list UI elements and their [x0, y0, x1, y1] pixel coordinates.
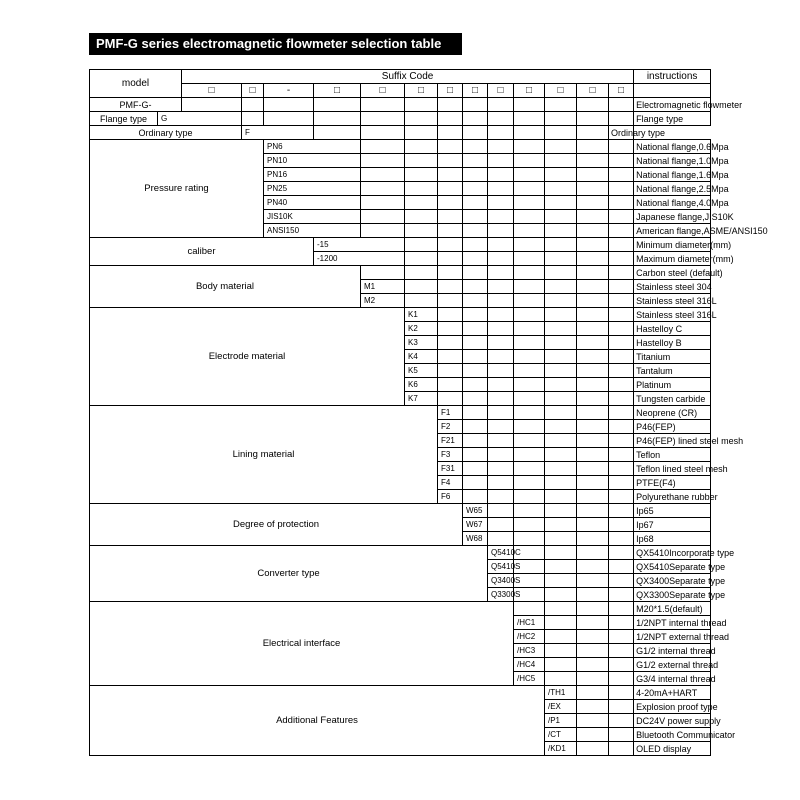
suffix-box: □ — [405, 84, 438, 98]
option-code: K2 — [405, 322, 438, 336]
option-code: /TH1 — [545, 686, 577, 700]
option-code: K7 — [405, 392, 438, 406]
option-description: Stainless steel 316L — [634, 294, 711, 308]
suffix-box: □ — [438, 84, 463, 98]
suffix-box: □ — [463, 84, 488, 98]
option-code: F21 — [438, 434, 463, 448]
caliber-group-label: caliber — [90, 238, 314, 266]
option-description: Maximum diameter(mm) — [634, 252, 711, 266]
option-description: Polyurethane rubber — [634, 490, 711, 504]
option-code: PN25 — [264, 182, 361, 196]
option-code: Q5410S — [488, 560, 514, 574]
option-code: K4 — [405, 350, 438, 364]
header-row — [90, 70, 711, 84]
instructions-header: instructions — [634, 70, 711, 84]
option-code — [514, 602, 545, 616]
protection-group-label: Degree of protection — [90, 504, 463, 546]
option-description: Stainless steel 316L — [634, 308, 711, 322]
option-code: /KD1 — [545, 742, 577, 756]
option-description: QX3400Separate type — [634, 574, 711, 588]
suffix-dash: - — [264, 84, 314, 98]
option-description: QX5410Separate type — [634, 560, 711, 574]
converter-group-label: Converter type — [90, 546, 488, 602]
option-code: /HC1 — [514, 616, 545, 630]
body-option-row — [90, 266, 711, 280]
option-description: QX5410Incorporate type — [634, 546, 711, 560]
option-description: Neoprene (CR) — [634, 406, 711, 420]
option-description: Tantalum — [634, 364, 711, 378]
suffix-box: □ — [242, 84, 264, 98]
option-description: Teflon lined steel mesh — [634, 462, 711, 476]
option-code: /HC4 — [514, 658, 545, 672]
option-description: Japanese flange,JIS10K — [634, 210, 711, 224]
electrical-option-row — [90, 602, 711, 616]
option-code: M2 — [361, 294, 405, 308]
option-code: ANSI150 — [264, 224, 361, 238]
option-description: DC24V power supply — [634, 714, 711, 728]
lining-group-label: Lining material — [90, 406, 438, 504]
option-description: National flange,1.0Mpa — [634, 154, 711, 168]
option-description: G1/2 external thread — [634, 658, 711, 672]
option-description: Stainless steel 304 — [634, 280, 711, 294]
electrode-group-label: Electrode material — [90, 308, 405, 406]
option-code: Q3300S — [488, 588, 514, 602]
option-description: Platinum — [634, 378, 711, 392]
flange-type-label: Flange type — [90, 112, 158, 126]
suffix-box: □ — [577, 84, 609, 98]
option-code: F4 — [438, 476, 463, 490]
ordinary-type-label: Ordinary type — [90, 126, 242, 140]
option-code: PN10 — [264, 154, 361, 168]
option-code — [361, 266, 405, 280]
option-code: K1 — [405, 308, 438, 322]
option-code: Q5410C — [488, 546, 514, 560]
option-code: F6 — [438, 490, 463, 504]
electrode-option-row — [90, 308, 711, 322]
option-code: Q3400S — [488, 574, 514, 588]
option-description: National flange,1.6Mpa — [634, 168, 711, 182]
option-code: F3 — [438, 448, 463, 462]
option-description: PTFE(F4) — [634, 476, 711, 490]
suffix-box: □ — [361, 84, 405, 98]
box-row — [90, 84, 711, 98]
additional-group-label: Additional Features — [90, 686, 545, 756]
model-desc: Electromagnetic flowmeter — [634, 98, 711, 112]
option-code: PN16 — [264, 168, 361, 182]
flange-type-desc: Flange type — [634, 112, 711, 126]
additional-option-row — [90, 686, 711, 700]
option-code: JIS10K — [264, 210, 361, 224]
model-code: PMF-G- — [90, 98, 182, 112]
option-description: Titanium — [634, 350, 711, 364]
option-code: W65 — [463, 504, 488, 518]
option-description: National flange,4.0Mpa — [634, 196, 711, 210]
option-code: /HC2 — [514, 630, 545, 644]
option-description: Bluetooth Communicator — [634, 728, 711, 742]
converter-option-row — [90, 546, 711, 560]
pressure-group-label: Pressure rating — [90, 140, 264, 238]
option-description: Ip68 — [634, 532, 711, 546]
option-code: K3 — [405, 336, 438, 350]
flange-type-code: G — [158, 112, 242, 126]
suffix-box: □ — [609, 84, 634, 98]
option-code: PN40 — [264, 196, 361, 210]
option-description: Hastelloy C — [634, 322, 711, 336]
suffix-box: □ — [182, 84, 242, 98]
ordinary-type-desc: Ordinary type — [609, 126, 634, 140]
selection-table-body — [90, 70, 768, 756]
option-code: K6 — [405, 378, 438, 392]
option-description: G1/2 internal thread — [634, 644, 711, 658]
option-description: Carbon steel (default) — [634, 266, 711, 280]
lining-option-row — [90, 406, 711, 420]
model-row — [90, 98, 711, 112]
option-code: F1 — [438, 406, 463, 420]
option-code: F2 — [438, 420, 463, 434]
option-description: American flange,ASME/ANSI150 — [634, 224, 711, 238]
ordinary-type-row — [90, 126, 711, 140]
option-description: 1/2NPT external thread — [634, 630, 711, 644]
option-code: -15 — [314, 238, 405, 252]
suffix-box: □ — [314, 84, 361, 98]
ordinary-type-code: F — [242, 126, 314, 140]
option-code: W68 — [463, 532, 488, 546]
option-description: Hastelloy B — [634, 336, 711, 350]
electrical-group-label: Electrical interface — [90, 602, 514, 686]
option-description: Ip67 — [634, 518, 711, 532]
caliber-option-row — [90, 238, 711, 252]
option-description: P46(FEP) — [634, 420, 711, 434]
protection-option-row — [90, 504, 711, 518]
option-code: M1 — [361, 280, 405, 294]
option-code: K5 — [405, 364, 438, 378]
option-code: F31 — [438, 462, 463, 476]
option-description: 1/2NPT internal thread — [634, 616, 711, 630]
option-description: National flange,0.6Mpa — [634, 140, 711, 154]
option-description: G3/4 internal thread — [634, 672, 711, 686]
option-description: Explosion proof type — [634, 700, 711, 714]
option-description: National flange,2.5Mpa — [634, 182, 711, 196]
suffix-box: □ — [488, 84, 514, 98]
option-code: /EX — [545, 700, 577, 714]
pressure-option-row — [90, 140, 711, 154]
page-title: PMF-G series electromagnetic flowmeter selection table — [89, 33, 462, 55]
suffix-box: □ — [545, 84, 577, 98]
option-code: /HC5 — [514, 672, 545, 686]
option-description: M20*1.5(default) — [634, 602, 711, 616]
option-code: /P1 — [545, 714, 577, 728]
option-description: P46(FEP) lined steel mesh — [634, 434, 711, 448]
option-description: Tungsten carbide — [634, 392, 711, 406]
option-description: Teflon — [634, 448, 711, 462]
model-header: model — [90, 70, 182, 98]
selection-table — [89, 69, 768, 756]
suffix-code-header: Suffix Code — [182, 70, 634, 84]
option-code: -1200 — [314, 252, 405, 266]
option-code: /HC3 — [514, 644, 545, 658]
option-code: /CT — [545, 728, 577, 742]
suffix-box: □ — [514, 84, 545, 98]
option-description: Ip65 — [634, 504, 711, 518]
option-description: QX3300Separate type — [634, 588, 711, 602]
option-description: OLED display — [634, 742, 711, 756]
option-code: PN6 — [264, 140, 361, 154]
option-description: 4-20mA+HART — [634, 686, 711, 700]
flange-type-row — [90, 112, 711, 126]
body-group-label: Body material — [90, 266, 361, 308]
option-description: Minimum diameter(mm) — [634, 238, 711, 252]
option-code: W67 — [463, 518, 488, 532]
